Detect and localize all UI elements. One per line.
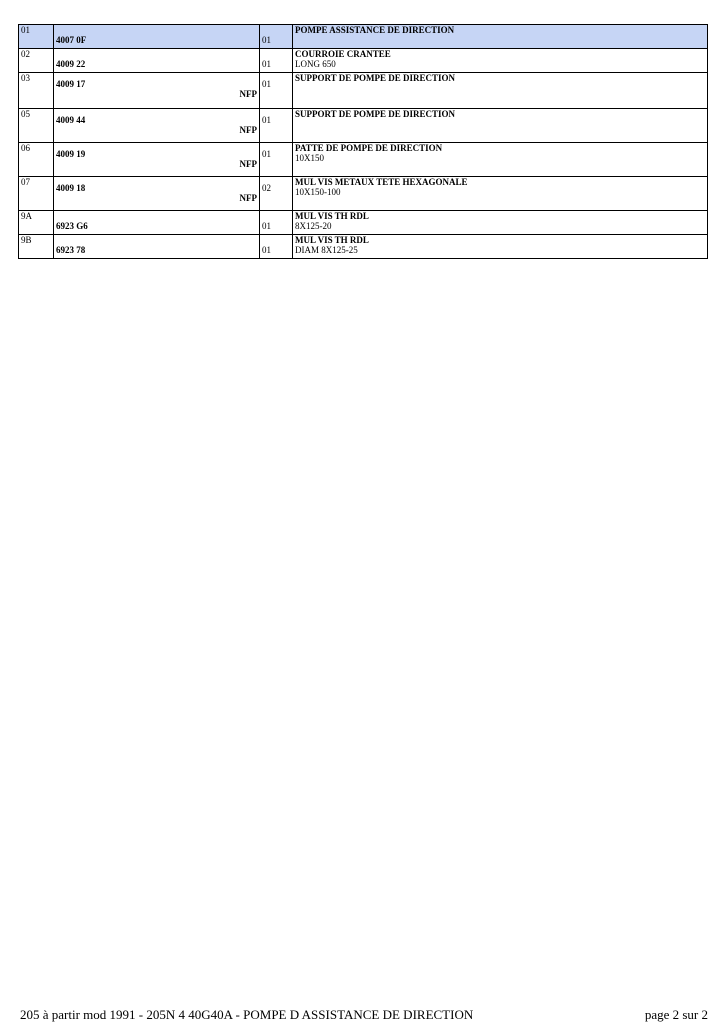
quantity-cell [260, 109, 293, 143]
quantity-cell [260, 143, 293, 177]
designation-cell [293, 177, 708, 211]
quantity-cell [260, 177, 293, 211]
designation-title: PATTE DE POMPE DE DIRECTION [295, 143, 443, 153]
quantity: 01 [262, 149, 271, 159]
designation-cell [293, 235, 708, 259]
nfp-flag: NFP [239, 125, 257, 135]
quantity: 01 [262, 221, 271, 231]
item-number-cell [19, 25, 54, 49]
quantity-cell [260, 25, 293, 49]
designation-title: SUPPORT DE POMPE DE DIRECTION [295, 73, 456, 83]
reference-cell [54, 73, 260, 109]
quantity: 02 [262, 183, 271, 193]
designation-title: POMPE ASSISTANCE DE DIRECTION [295, 25, 455, 35]
designation-cell [293, 25, 708, 49]
designation-cell [293, 211, 708, 235]
reference-cell [54, 109, 260, 143]
table-row[interactable] [19, 177, 708, 211]
table-row[interactable] [19, 49, 708, 73]
part-reference: 4007 0F [56, 35, 87, 45]
item-number-cell [19, 235, 54, 259]
item-number-cell [19, 177, 54, 211]
item-number-cell [19, 109, 54, 143]
nfp-flag: NFP [239, 159, 257, 169]
reference-cell [54, 211, 260, 235]
quantity-cell [260, 73, 293, 109]
part-reference: 4009 18 [56, 183, 86, 193]
designation-detail: LONG 650 [295, 59, 336, 69]
table-row[interactable] [19, 25, 708, 49]
item-number-cell [19, 211, 54, 235]
designation-detail: 8X125-20 [295, 221, 332, 231]
designation-title: MUL VIS TH RDL [295, 235, 369, 245]
part-reference: 4009 44 [56, 115, 86, 125]
reference-cell [54, 25, 260, 49]
parts-table [18, 24, 708, 259]
designation-cell [293, 49, 708, 73]
table-row[interactable] [19, 235, 708, 259]
item-number-cell [19, 49, 54, 73]
item-number: 01 [21, 25, 30, 35]
item-number: 05 [21, 109, 30, 119]
item-number: 06 [21, 143, 30, 153]
item-number: 07 [21, 177, 30, 187]
designation-title: MUL VIS METAUX TETE HEXAGONALE [295, 177, 468, 187]
quantity-cell [260, 211, 293, 235]
reference-cell [54, 235, 260, 259]
item-number-cell [19, 143, 54, 177]
quantity: 01 [262, 245, 271, 255]
quantity: 01 [262, 79, 271, 89]
quantity: 01 [262, 35, 271, 45]
reference-cell [54, 177, 260, 211]
nfp-flag: NFP [239, 89, 257, 99]
table-row[interactable] [19, 211, 708, 235]
footer-title: 205 à partir mod 1991 - 205N 4 40G40A - POMPE D ASSISTANCE DE DIRECTION [20, 1007, 474, 1022]
designation-title: COURROIE CRANTEE [295, 49, 391, 59]
table-row[interactable] [19, 143, 708, 177]
quantity: 01 [262, 115, 271, 125]
designation-title: SUPPORT DE POMPE DE DIRECTION [295, 109, 456, 119]
part-reference: 6923 G6 [56, 221, 88, 231]
table-row[interactable] [19, 109, 708, 143]
part-reference: 4009 19 [56, 149, 86, 159]
designation-cell [293, 143, 708, 177]
item-number-cell [19, 73, 54, 109]
reference-cell [54, 49, 260, 73]
page-number: page 2 sur 2 [644, 1007, 708, 1022]
designation-detail: 10X150-100 [295, 187, 341, 197]
nfp-flag: NFP [239, 193, 257, 203]
designation-detail: 10X150 [295, 153, 324, 163]
designation-title: MUL VIS TH RDL [295, 211, 369, 221]
designation-cell [293, 73, 708, 109]
item-number: 02 [21, 49, 30, 59]
part-reference: 6923 78 [56, 245, 86, 255]
item-number: 9A [21, 211, 32, 221]
part-reference: 4009 22 [56, 59, 86, 69]
reference-cell [54, 143, 260, 177]
quantity-cell [260, 235, 293, 259]
table-row[interactable] [19, 73, 708, 109]
item-number: 03 [21, 73, 30, 83]
quantity-cell [260, 49, 293, 73]
part-reference: 4009 17 [56, 79, 86, 89]
designation-cell [293, 109, 708, 143]
item-number: 9B [21, 235, 32, 245]
quantity: 01 [262, 59, 271, 69]
designation-detail: DIAM 8X125-25 [295, 245, 358, 255]
